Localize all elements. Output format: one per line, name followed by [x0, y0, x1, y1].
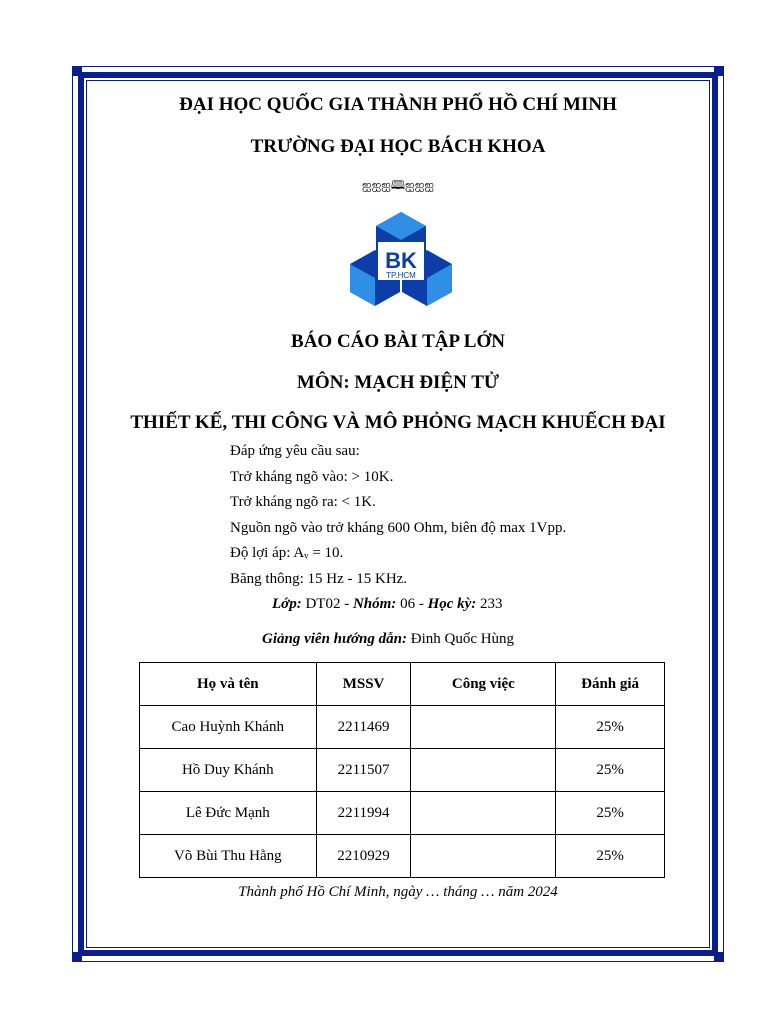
logo-text: BK [385, 248, 417, 273]
table-row [140, 835, 665, 878]
member-task [411, 792, 556, 835]
member-rating: 25% [556, 706, 665, 749]
member-name: Lê Đức Mạnh [140, 792, 317, 835]
semester-label: Học kỳ: [427, 596, 477, 612]
group-label: Nhóm: [352, 596, 397, 612]
member-id: 2211507 [316, 749, 411, 792]
report-title: BÁO CÁO BÀI TẬP LỚN [291, 331, 505, 352]
member-id: 2211469 [316, 706, 411, 749]
member-rating: 25% [556, 835, 665, 878]
header-name: Họ và tên [140, 663, 317, 706]
member-id: 2210929 [316, 835, 411, 878]
border-corner [714, 952, 724, 962]
border-corner [714, 66, 724, 76]
requirement-line: Trở kháng ngõ vào: > 10K. [230, 469, 394, 485]
requirement-line: Đáp ứng yêu cầu sau: [230, 443, 360, 459]
instructor-info [262, 631, 514, 648]
instructor-label: Giảng viên hướng dẫn: [262, 631, 407, 647]
table-row [140, 706, 665, 749]
member-id: 2211994 [316, 792, 411, 835]
member-task [411, 835, 556, 878]
table-row [140, 749, 665, 792]
member-task [411, 706, 556, 749]
class-info: Lớp: DT02 - Nhóm: 06 - Học kỳ: 233 [272, 596, 503, 612]
requirement-line: Độ lợi áp: Aᵥ = 10. [230, 545, 344, 561]
member-name: Cao Huỳnh Khánh [140, 706, 317, 749]
university-name: ĐẠI HỌC QUỐC GIA THÀNH PHỐ HỒ CHÍ MINH [179, 94, 617, 115]
class-label: Lớp: [272, 596, 302, 612]
bk-logo [350, 212, 452, 306]
topic-title: THIẾT KẾ, THI CÔNG VÀ MÔ PHỎNG MẠCH KHUẾCH ĐẠI [130, 412, 666, 433]
header-rating: Đánh giá [556, 663, 665, 706]
group-value: 06 [400, 596, 416, 612]
member-name: Hồ Duy Khánh [140, 749, 317, 792]
requirement-line: Băng thông: 15 Hz - 15 KHz. [230, 571, 408, 587]
border-corner [72, 952, 82, 962]
ornament-divider: ஐஐஐ🕮ஐஐஐ [362, 178, 434, 192]
table-header-row [140, 663, 665, 706]
header-task: Công việc [411, 663, 556, 706]
instructor-name: Đinh Quốc Hùng [410, 631, 515, 647]
member-rating: 25% [556, 749, 665, 792]
requirement-line: Trở kháng ngõ ra: < 1K. [230, 494, 376, 510]
date-line: Thành phố Hồ Chí Minh, ngày … tháng … năm 2024 [238, 884, 558, 900]
subject-title: MÔN: MẠCH ĐIỆN TỬ [296, 372, 500, 393]
table-row [140, 792, 665, 835]
border-corner [72, 66, 82, 76]
class-value: DT02 [305, 596, 341, 612]
member-task [411, 749, 556, 792]
requirement-line: Nguồn ngõ vào trở kháng 600 Ohm, biên độ max 1Vpp. [230, 520, 567, 536]
header-student-id: MSSV [316, 663, 411, 706]
member-name: Võ Bùi Thu Hằng [140, 835, 317, 878]
semester-value: 233 [480, 596, 503, 612]
school-name: TRƯỜNG ĐẠI HỌC BÁCH KHOA [250, 136, 546, 157]
member-rating: 25% [556, 792, 665, 835]
logo-subtext: TP.HCM [386, 271, 416, 280]
member-table [139, 662, 665, 878]
